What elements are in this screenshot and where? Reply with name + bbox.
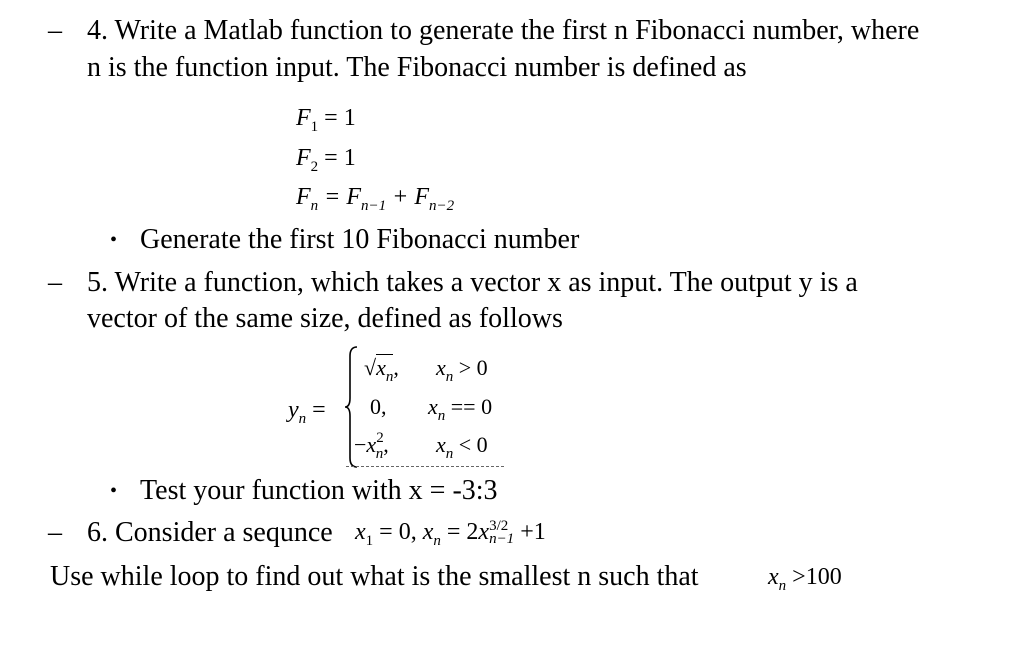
q5-case-3-cond bbox=[436, 432, 488, 462]
case-1-cond-rel: > 0 bbox=[453, 355, 488, 380]
q5-case-1-value bbox=[364, 355, 399, 385]
q5-line1: 5. Write a function, which takes a vector x as input. The output y is a bbox=[87, 267, 858, 298]
q6-x1-rhs: = 0, bbox=[373, 519, 423, 545]
q6-xprev-sub: n−1 bbox=[489, 531, 515, 547]
q5-case-2-value bbox=[370, 394, 387, 420]
q6-x1-sub: 1 bbox=[365, 533, 374, 549]
case-2-cond-sub: n bbox=[437, 408, 446, 424]
q5-case-3-value bbox=[354, 430, 389, 462]
q5-lhs-sub: n bbox=[298, 411, 307, 427]
eq-f2-lhs: F bbox=[296, 145, 311, 171]
case-1-cond-sub: n bbox=[445, 369, 454, 385]
eq-f2-sub: 2 bbox=[310, 159, 319, 175]
q6-tail: +1 bbox=[514, 519, 546, 545]
q4-bullet-icon: • bbox=[110, 229, 118, 251]
eq-fn-plus: + F bbox=[386, 184, 430, 210]
q5-bullet-icon: • bbox=[110, 480, 118, 502]
eq-f1-rhs: = 1 bbox=[318, 105, 356, 131]
q6-xn-rhs: = 2 bbox=[440, 519, 479, 545]
q6-x1: x bbox=[355, 519, 366, 545]
q6-xn-sub: n bbox=[433, 533, 441, 549]
case-3-cond-var: x bbox=[436, 432, 446, 457]
q4-eq-fn bbox=[296, 183, 455, 214]
q6-cond bbox=[768, 563, 842, 594]
eq-fn-mid-sub: n−1 bbox=[361, 198, 387, 214]
case-2-cond-rel: == 0 bbox=[445, 394, 493, 419]
q6-cond-rel: >100 bbox=[786, 564, 842, 590]
q5-line2: vector of the same size, defined as follows bbox=[87, 303, 563, 334]
eq-fn-mid: = F bbox=[318, 184, 362, 210]
q5-lhs-var: y bbox=[288, 397, 299, 423]
case-1-var-sub: n bbox=[385, 369, 394, 385]
q6-line2: Use while loop to find out what is the smallest n such that bbox=[50, 561, 699, 592]
eq-f2-rhs: = 1 bbox=[318, 145, 356, 171]
q5-bullet-text: Test your function with x = -3:3 bbox=[140, 475, 498, 506]
sqrt-radicand bbox=[376, 354, 394, 385]
q5-lhs bbox=[288, 396, 326, 427]
case-1-comma: , bbox=[393, 355, 399, 380]
q6-cond-sub: n bbox=[778, 578, 787, 594]
q6-formula bbox=[355, 518, 546, 549]
eq-fn-sub: n bbox=[310, 198, 319, 214]
q6-xprev: x bbox=[478, 519, 490, 545]
eq-f1-lhs: F bbox=[296, 105, 311, 131]
case-3-sup: 2 bbox=[376, 430, 384, 446]
case-2-value: 0, bbox=[370, 394, 387, 419]
q4-bullet-text: Generate the first 10 Fibonacci number bbox=[140, 224, 580, 255]
q4-line2: n is the function input. The Fibonacci number is defined as bbox=[87, 52, 747, 83]
eq-fn-plus-sub: n−2 bbox=[429, 198, 455, 214]
q4-line1: 4. Write a Matlab function to generate the first n Fibonacci number, where bbox=[87, 15, 920, 46]
q5-dashed-underline bbox=[346, 466, 504, 467]
eq-fn-lhs: F bbox=[296, 184, 311, 210]
case-3-cond-rel: < 0 bbox=[453, 432, 488, 457]
q5-case-1-cond bbox=[436, 355, 488, 385]
q4-eq-f2 bbox=[296, 144, 356, 175]
case-1-var: x bbox=[376, 355, 386, 380]
q6-cond-var: x bbox=[768, 564, 779, 590]
q6-sup-sub-stack bbox=[489, 520, 514, 546]
eq-f1-sub: 1 bbox=[310, 119, 319, 135]
q4-eq-f1 bbox=[296, 104, 356, 135]
sqrt-icon: √ bbox=[364, 355, 377, 380]
case-2-cond-var: x bbox=[428, 394, 438, 419]
q5-equals: = bbox=[306, 397, 326, 423]
case-3-minus: − bbox=[354, 432, 367, 457]
case-3-cond-sub: n bbox=[445, 446, 454, 462]
q5-dash: – bbox=[48, 267, 62, 298]
q6-xprev-sup: 3/2 bbox=[489, 518, 509, 534]
q6-text: 6. Consider a sequnce bbox=[87, 517, 333, 548]
case-3-sub: n bbox=[375, 446, 384, 462]
case-1-cond-var: x bbox=[436, 355, 446, 380]
q5-case-2-cond bbox=[428, 394, 493, 424]
q4-dash: – bbox=[48, 15, 62, 46]
q6-xn: x bbox=[422, 519, 434, 545]
q6-dash: – bbox=[48, 517, 62, 548]
case-3-comma: , bbox=[383, 432, 389, 457]
case-3-var: x bbox=[366, 432, 377, 457]
